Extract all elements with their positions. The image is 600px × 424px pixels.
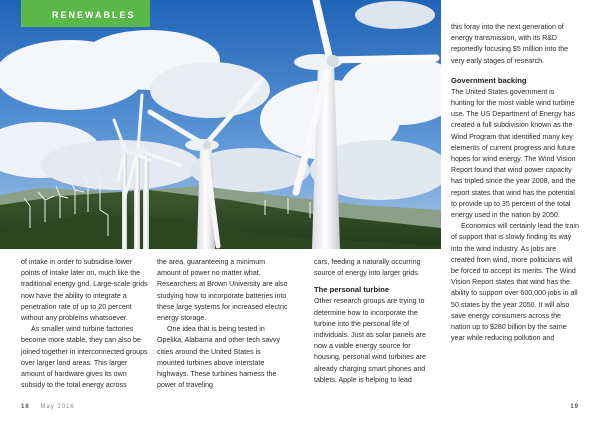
subheading-government-backing: Government backing: [451, 75, 527, 85]
paragraph: The United States government is hunting for the most viable wind turbine use. The US Department of Energy has created a full subdivision known as the Wind Program that identified many key elements of current progress and future hopes for wind energy. The Wind Vision Report found that wind power capacity has tripled since the year 2008, and the report states that wind has the potential to provide up to 35 percent of the total energy used in the nation by 2050.: [451, 87, 576, 220]
paragraph: Other research groups are trying to determine how to incorporate the turbine into the personal life of individuals. Just as solar panels are now a viable energy source for housing, personal wind turbines are already charging smart phones and tablets. Apple is helping to lead: [314, 297, 426, 384]
paragraph: cars, feeding a naturally occurring source of energy into larger grids.: [314, 258, 421, 278]
footer-left: [21, 404, 75, 410]
article-column-2: [157, 257, 289, 391]
section-tag: RENEWABLES: [21, 0, 150, 27]
article-column-4: [451, 22, 579, 344]
paragraph: of intake in order to subsidise lower points of intake later on, much like the traditional energy grid. Large-scale grids now have the ability to integrate a penetration rate of up to 20 percent without any problems whatsoever.: [21, 258, 148, 323]
paragraph: the area, guaranteeing a minimum amount of power no matter what. Researchers at Brown University are also studying how to incorporate batteries into these large systems for increased electric energy storage.: [157, 258, 288, 323]
paragraph: this foray into the next generation of energy transmission, with its R&D reportedly focusing $5 million into the very early stages of research.: [451, 23, 569, 65]
footer-right: [570, 404, 579, 410]
page-number-right: 19: [570, 404, 579, 410]
subheading-personal-turbine: The personal turbine: [314, 285, 390, 295]
article-column-1: [21, 257, 152, 391]
wind-turbines-photo: [0, 0, 441, 249]
article-column-3: [314, 257, 437, 386]
issue-date: May 2016: [40, 404, 75, 410]
paragraph: As smaller wind turbine factories become more stable, they can also be joined together in interconnected groups over larger land areas. This larger amount of hardware gives its own subsidy to the total energy across: [21, 325, 148, 390]
paragraph: Economics will certainly lead the train of support that is slowly finding its way into the wind industry. As jobs are created from wind, more politicians will be forced to accept its merits. The Wind Vision Report states that wind has the ability to support over 600,000 jobs in all 50 states by the year 2050. It will also save energy consumers across the nation up to $280 billion by the same year while reducing pollution and: [451, 222, 579, 343]
page-number-left: 18: [21, 404, 30, 410]
paragraph: One idea that is being tested in Opelika, Alabama and other tech savvy cities around the United States is mounted turbines above interstate highways. These turbines harness the power of traveling: [157, 325, 281, 390]
